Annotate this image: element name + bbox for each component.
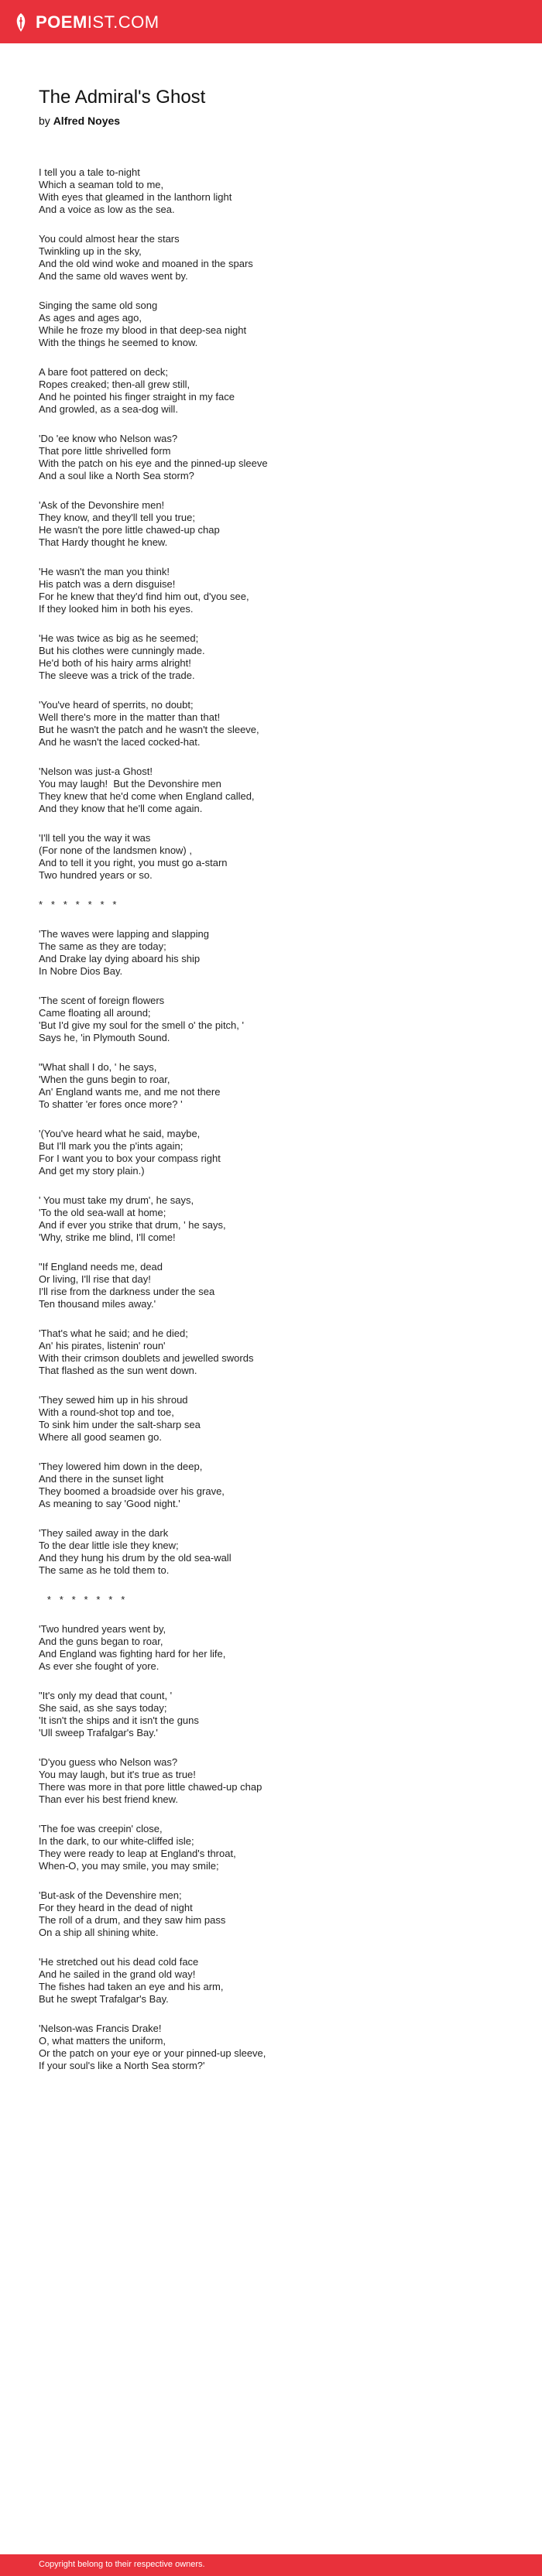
site-footer xyxy=(0,2554,542,2576)
poem-line: An' his pirates, listenin' roun' xyxy=(39,1340,166,1351)
poem-line: In Nobre Dios Bay. xyxy=(39,965,123,977)
poem-line: On a ship all shining white. xyxy=(39,1927,159,1938)
poem-line: 'They sewed him up in his shroud xyxy=(39,1394,188,1406)
poem-line: A bare foot pattered on deck; xyxy=(39,366,168,378)
poem-line: And to tell it you right, you must go a-starn xyxy=(39,857,228,868)
author-link[interactable]: Alfred Noyes xyxy=(53,115,121,127)
poem-line: 'Ull sweep Trafalgar's Bay.' xyxy=(39,1727,158,1738)
by-label: by xyxy=(39,115,50,127)
poem-line: His patch was a dern disguise! xyxy=(39,578,176,590)
stanza xyxy=(39,1327,519,1377)
poem-title: The Admiral's Ghost xyxy=(39,87,206,108)
poem-line: 'It isn't the ships and it isn't the guns xyxy=(39,1714,199,1726)
poem-line: The sleeve was a trick of the trade. xyxy=(39,670,195,681)
poem-line: But he wasn't the patch and he wasn't the sleeve, xyxy=(39,724,259,735)
poem-line: And he wasn't the laced cocked-hat. xyxy=(39,736,201,748)
poem-line: And the guns began to roar, xyxy=(39,1636,163,1647)
poem-line: ' You must take my drum', he says, xyxy=(39,1194,194,1206)
poem-line: With a round-shot top and toe, xyxy=(39,1406,174,1418)
poem-line: And growled, as a sea-dog will. xyxy=(39,403,178,415)
section-separator xyxy=(39,899,519,911)
site-logo[interactable] xyxy=(11,12,160,33)
site-header xyxy=(0,0,542,43)
poem-line: And if ever you strike that drum, ' he says, xyxy=(39,1219,226,1231)
poem-line: '(You've heard what he said, maybe, xyxy=(39,1128,201,1139)
poem-line: When-O, you may smile, you may smile; xyxy=(39,1860,219,1872)
poem-line: 'Why, strike me blind, I'll come! xyxy=(39,1231,176,1243)
poem-line: To sink him under the salt-sharp sea xyxy=(39,1419,201,1430)
poem-line: They were ready to leap at England's throat, xyxy=(39,1848,236,1859)
stanza xyxy=(39,1956,519,2006)
stanza xyxy=(39,1889,519,1939)
copyright-text: Copyright belong to their respective owners. xyxy=(39,2560,205,2569)
poem-line: The fishes had taken an eye and his arm, xyxy=(39,1981,224,1992)
poem-line: Two hundred years or so. xyxy=(39,869,153,881)
poem-line: That flashed as the sun went down. xyxy=(39,1365,197,1376)
logo-text-bold: POEM xyxy=(36,12,87,32)
poem-line: They boomed a broadside over his grave, xyxy=(39,1485,225,1497)
poem-line: You may laugh! But the Devonshire men xyxy=(39,778,221,790)
stanza xyxy=(39,1690,519,1739)
poem-line: For they heard in the dead of night xyxy=(39,1902,193,1913)
poem-line: 'You've heard of sperrits, no doubt; xyxy=(39,699,194,711)
stanza xyxy=(39,300,519,349)
stanza xyxy=(39,566,519,615)
poem-line: The same as they are today; xyxy=(39,940,166,952)
stanza xyxy=(39,366,519,416)
poem-line: And there in the sunset light xyxy=(39,1473,164,1485)
poem-line: "It's only my dead that count, ' xyxy=(39,1690,173,1701)
poem-line: He'd both of his hairy arms alright! xyxy=(39,657,191,669)
poem-line: But I'll mark you the p'ints again; xyxy=(39,1140,184,1152)
poem-line: In the dark, to our white-cliffed isle; xyxy=(39,1835,194,1847)
poem-line: Or living, I'll rise that day! xyxy=(39,1273,151,1285)
poem-body xyxy=(39,166,519,2089)
separator-stars: * * * * * * * xyxy=(39,1594,125,1605)
poem-line: "What shall I do, ' he says, xyxy=(39,1061,157,1073)
poem-line: (For none of the landsmen know) , xyxy=(39,844,192,856)
poem-line: 'Nelson was just-a Ghost! xyxy=(39,766,153,777)
stanza xyxy=(39,2023,519,2072)
poem-line: And a soul like a North Sea storm? xyxy=(39,470,194,481)
stanza xyxy=(39,1527,519,1577)
stanza xyxy=(39,995,519,1044)
section-separator xyxy=(39,1594,519,1606)
poem-line: 'But I'd give my soul for the smell o' the pitch, ' xyxy=(39,1019,244,1031)
stanza xyxy=(39,766,519,815)
poem-line: Ten thousand miles away.' xyxy=(39,1298,156,1310)
poem-line: Singing the same old song xyxy=(39,300,158,311)
quill-pen-icon xyxy=(11,12,31,33)
poem-line: 'But-ask of the Devenshire men; xyxy=(39,1889,182,1901)
poem-line: I'll rise from the darkness under the sea xyxy=(39,1286,215,1297)
poem-line: 'To the old sea-wall at home; xyxy=(39,1207,166,1218)
poem-line: Well there's more in the matter than that! xyxy=(39,711,221,723)
poem-line: And he pointed his finger straight in my face xyxy=(39,391,235,402)
poem-line: Than ever his best friend knew. xyxy=(39,1793,178,1805)
poem-line: You could almost hear the stars xyxy=(39,233,180,245)
poem-line: As meaning to say 'Good night.' xyxy=(39,1498,180,1509)
poem-line: And he sailed in the grand old way! xyxy=(39,1968,196,1980)
poem-line: As ages and ages ago, xyxy=(39,312,142,324)
stanza xyxy=(39,166,519,216)
stanza xyxy=(39,699,519,748)
stanza xyxy=(39,433,519,482)
poem-line: And get my story plain.) xyxy=(39,1165,145,1177)
poem-line: But he swept Trafalgar's Bay. xyxy=(39,1993,169,2005)
poem-line: He wasn't the pore little chawed-up chap xyxy=(39,524,220,536)
poem-line: Where all good seamen go. xyxy=(39,1431,162,1443)
stanza xyxy=(39,1756,519,1806)
poem-line: Which a seaman told to me, xyxy=(39,179,164,190)
poem-line: And England was fighting hard for her life, xyxy=(39,1648,226,1660)
poem-line: As ever she fought of yore. xyxy=(39,1660,160,1672)
poem-line: They know, and they'll tell you true; xyxy=(39,512,195,523)
poem-line: The same as he told them to. xyxy=(39,1564,170,1576)
poem-line: That Hardy thought he knew. xyxy=(39,536,168,548)
stanza xyxy=(39,832,519,882)
poem-line: If they looked him in both his eyes. xyxy=(39,603,194,615)
poem-line: 'Ask of the Devonshire men! xyxy=(39,499,165,511)
poem-line: 'Do 'ee know who Nelson was? xyxy=(39,433,178,444)
poem-line: If your soul's like a North Sea storm?' xyxy=(39,2060,205,2071)
stanza xyxy=(39,233,519,283)
stanza xyxy=(39,1261,519,1310)
poem-line: For he knew that they'd find him out, d'you see, xyxy=(39,591,249,602)
poem-line: 'They lowered him down in the deep, xyxy=(39,1461,203,1472)
poem-line: With eyes that gleamed in the lanthorn light xyxy=(39,191,232,203)
poem-line: O, what matters the uniform, xyxy=(39,2035,166,2047)
poem-line: Ropes creaked; then-all grew still, xyxy=(39,379,190,390)
poem-line: 'I'll tell you the way it was xyxy=(39,832,151,844)
poem-line: And the same old waves went by. xyxy=(39,270,188,282)
byline xyxy=(39,115,120,127)
poem-line: An' England wants me, and me not there xyxy=(39,1086,221,1098)
poem-line: That pore little shrivelled form xyxy=(39,445,171,457)
stanza xyxy=(39,1823,519,1872)
poem-line: 'He wasn't the man you think! xyxy=(39,566,170,577)
poem-line: 'That's what he said; and he died; xyxy=(39,1327,188,1339)
stanza xyxy=(39,1194,519,1244)
poem-line: For I want you to box your compass right xyxy=(39,1153,221,1164)
poem-line: The roll of a drum, and they saw him pass xyxy=(39,1914,226,1926)
poem-line: You may laugh, but it's true as true! xyxy=(39,1769,196,1780)
separator-stars: * * * * * * * xyxy=(39,899,117,910)
poem-line: And a voice as low as the sea. xyxy=(39,204,175,215)
logo-text-light: IST.COM xyxy=(87,12,160,32)
poem-line: And they hung his drum by the old sea-wall xyxy=(39,1552,232,1564)
poem-line: 'D'you guess who Nelson was? xyxy=(39,1756,178,1768)
poem-line: She said, as she says today; xyxy=(39,1702,167,1714)
poem-line: 'They sailed away in the dark xyxy=(39,1527,169,1539)
poem-line: Or the patch on your eye or your pinned-up sleeve, xyxy=(39,2047,266,2059)
poem-line: 'He stretched out his dead cold face xyxy=(39,1956,199,1968)
poem-line: 'When the guns begin to roar, xyxy=(39,1074,170,1085)
poem-line: 'The waves were lapping and slapping xyxy=(39,928,210,940)
poem-line: With their crimson doublets and jewelled swords xyxy=(39,1352,254,1364)
poem-line: 'The foe was creepin' close, xyxy=(39,1823,163,1834)
poem-line: They knew that he'd come when England called, xyxy=(39,790,255,802)
poem-line: With the things he seemed to know. xyxy=(39,337,198,348)
stanza xyxy=(39,1461,519,1510)
poem-line: 'The scent of foreign flowers xyxy=(39,995,165,1006)
poem-line: Twinkling up in the sky, xyxy=(39,245,142,257)
poem-line: To the dear little isle they knew; xyxy=(39,1540,179,1551)
poem-line: "If England needs me, dead xyxy=(39,1261,163,1273)
poem-line: To shatter 'er fores once more? ' xyxy=(39,1098,183,1110)
poem-line: 'Nelson-was Francis Drake! xyxy=(39,2023,162,2034)
poem-line: While he froze my blood in that deep-sea night xyxy=(39,324,247,336)
poem-line: 'He was twice as big as he seemed; xyxy=(39,632,199,644)
poem-line: Came floating all around; xyxy=(39,1007,151,1019)
stanza xyxy=(39,1394,519,1444)
poem-line: Says he, 'in Plymouth Sound. xyxy=(39,1032,170,1043)
poem-line: With the patch on his eye and the pinned-up sleeve xyxy=(39,457,268,469)
stanza xyxy=(39,1061,519,1111)
stanza xyxy=(39,1128,519,1177)
poem-line: There was more in that pore little chawed-up chap xyxy=(39,1781,262,1793)
stanza xyxy=(39,499,519,549)
poem-line: I tell you a tale to-night xyxy=(39,166,140,178)
stanza xyxy=(39,632,519,682)
poem-line: But his clothes were cunningly made. xyxy=(39,645,205,656)
stanza xyxy=(39,1623,519,1673)
poem-line: And they know that he'll come again. xyxy=(39,803,203,814)
poem-line: And Drake lay dying aboard his ship xyxy=(39,953,201,964)
stanza xyxy=(39,928,519,978)
poem-line: 'Two hundred years went by, xyxy=(39,1623,166,1635)
poem-line: And the old wind woke and moaned in the spars xyxy=(39,258,253,269)
